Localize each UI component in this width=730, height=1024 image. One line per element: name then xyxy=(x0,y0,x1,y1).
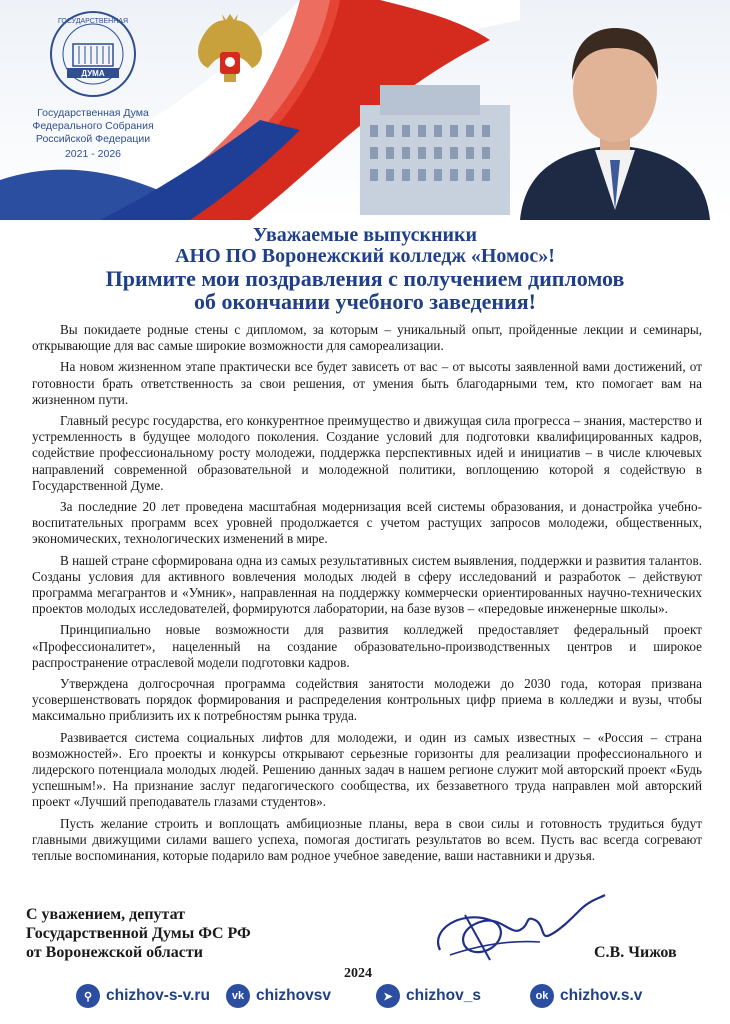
website-text: chizhov-s-v.ru xyxy=(106,987,210,1004)
header-banner xyxy=(0,0,730,220)
vk-icon: vk xyxy=(226,984,250,1008)
duma-logo-top-text: ГОСУДАРСТВЕННАЯ xyxy=(57,18,129,25)
title-line-4: об окончании учебного заведения! xyxy=(194,289,536,314)
org-line-3: Российской Федерации xyxy=(35,133,151,145)
paragraph: Утверждена долгосрочная программа содействия занятости молодежи до 2030 года, которая призвана усовершенствовать порядок формирования и распределения контрольных цифр приема в колледжи и вузы, чтобы максимально приблизить их к потребностям рынка труда. xyxy=(32,676,702,724)
closing-line-2: Государственной Думы ФС РФ xyxy=(26,925,251,942)
signature-image xyxy=(420,890,620,970)
letter-body xyxy=(32,322,702,869)
paragraph: В нашей стране сформирована одна из самых результативных систем выявления, поддержки и развития талантов. Созданы условия для активного вовлечения молодых людей в сферу исследований и разработок – действуют программа мегагрантов и «Умник», направленная на поддержку коммерчески ориентированных научно-технических проектов молодых исследователей, формируются лаборатории, на базе вузов – «передовые инженерные школы». xyxy=(32,552,702,617)
paragraph: Главный ресурс государства, его конкурентное преимущество и движущая сила прогресса – знания, мастерство и устремленность в будущее молодого поколения. Создание условий для подготовки квалифицированных кадров, содействие профессиональному росту молодежи, поддержка перспективных идей и инициатив – в числе ключевых направлений современной образовательной и молодежной политики, воплощению которой я содействую в Государственной Думе. xyxy=(32,413,702,493)
duma-logo xyxy=(18,8,168,160)
org-name xyxy=(18,107,168,146)
globe-icon: ⚲ xyxy=(76,984,100,1008)
paragraph: Развивается система социальных лифтов для молодежи, и один из самых известных – «Россия – страна возможностей». Его проекты и конкурсы открывают серьезные горизонты для реализации профессионального и лидерского потенциала молодых людей. Решению данных задач в нашем регионе служит мой авторский проект «Будь успешным!». На признание заслуг педагогического сообщества, их беззаветного труда направлен мой авторский проект «Лучший преподаватель глазами студентов». xyxy=(32,729,702,810)
ok-link[interactable] xyxy=(530,984,642,1008)
website-link[interactable] xyxy=(76,984,210,1008)
convocation-years: 2021 - 2026 xyxy=(64,148,122,160)
duma-emblem-icon xyxy=(37,8,149,100)
deputy-portrait xyxy=(500,10,730,220)
telegram-text: chizhov_s xyxy=(406,987,481,1004)
signer-name: С.В. Чижов xyxy=(594,944,677,961)
closing-line-1: С уважением, депутат xyxy=(26,906,186,923)
vk-text: chizhovsv xyxy=(256,987,331,1004)
paragraph: Пусть желание строить и воплощать амбициозные планы, вера в свои силы и готовность трудиться будут главными движущими силами вашего успеха, помогая достигать результатов во всем. Пусть вас всегда согревают теплые воспоминания, которые подарило вам родное учебное заведение, ваши наставники и друзья. xyxy=(32,815,702,864)
paragraph: Принципиально новые возможности для развития колледжей предоставляет федеральный проект «Профессионалитет», нацеленный на создание образовательно-производственных центров и широкое распространение отраслевой модели подготовки кадров. xyxy=(32,622,702,670)
coat-of-arms-icon xyxy=(190,12,270,98)
title-line-2: АНО ПО Воронежский колледж «Номос»! xyxy=(175,245,555,267)
duma-logo-bottom-text: ДУМА xyxy=(81,69,105,78)
letter-year: 2024 xyxy=(344,966,372,981)
footer-contacts xyxy=(0,984,730,1014)
closing-block xyxy=(26,905,251,962)
ok-text: chizhov.s.v xyxy=(560,987,643,1004)
vk-link[interactable] xyxy=(226,984,331,1008)
title-line-1: Уважаемые выпускники xyxy=(252,224,478,246)
telegram-icon: ➤ xyxy=(376,984,400,1008)
greeting-title xyxy=(20,225,710,313)
title-line-3: Примите мои поздравления с получением дипломов xyxy=(105,266,625,291)
paragraph: Вы покидаете родные стены с дипломом, за которым – уникальный опыт, пройденные лекции и семинары, открывающие для вас самые широкие возможности для самореализации. xyxy=(32,322,702,354)
odnoklassniki-icon: ok xyxy=(530,984,554,1008)
org-line-2: Федерального Собрания xyxy=(32,120,154,132)
closing-line-3: от Воронежской области xyxy=(26,944,203,961)
telegram-link[interactable] xyxy=(376,984,481,1008)
paragraph: За последние 20 лет проведена масштабная модернизация всей системы образования, и донастройка учебно-воспитательных программ всех уровней продолжается с учетом растущих запросов молодежи, общественных, экономических, технологических изменений в мире. xyxy=(32,499,702,547)
org-line-1: Государственная Дума xyxy=(37,107,149,119)
paragraph: На новом жизненном этапе практически все будет зависеть от вас – от высоты заявленной вами достижений, от готовности брать ответственность за свои решения, от умения быть благодарными тем, кто помогает вам на жизненном пути. xyxy=(32,359,702,407)
